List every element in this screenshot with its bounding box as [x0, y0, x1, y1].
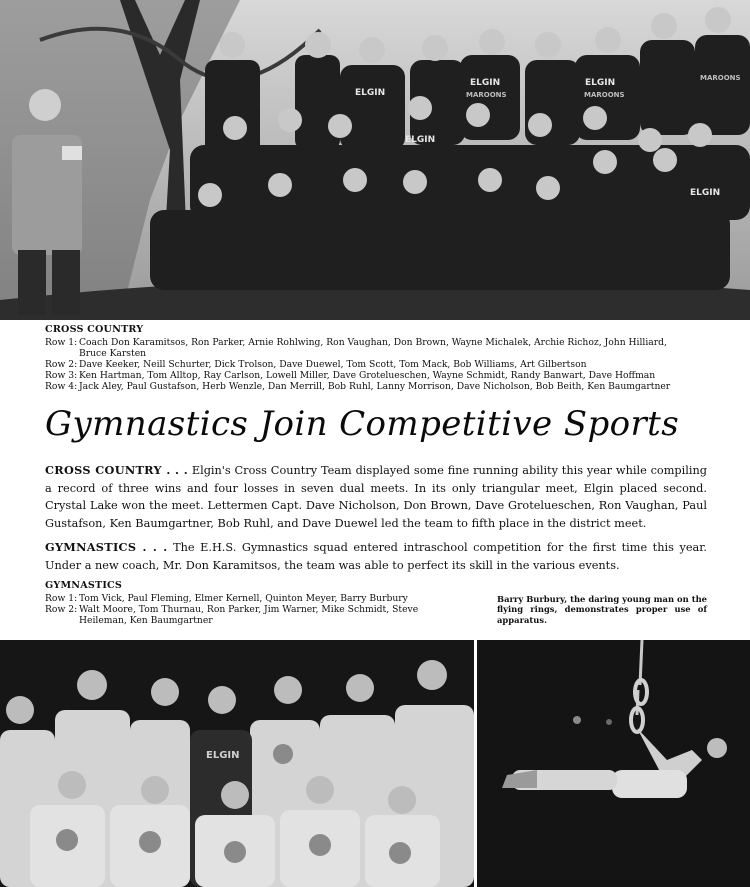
- jersey-text: ELGIN: [206, 750, 240, 761]
- sweater-subtext-2: MAROONS: [584, 91, 625, 99]
- roster-row: [45, 593, 465, 604]
- cross-country-roster: [45, 324, 685, 392]
- gymnastics-team-photo: [0, 640, 474, 887]
- roster-row: [45, 604, 465, 626]
- roster-row-label: Row 4:: [45, 381, 78, 392]
- cross-country-roster-heading: CROSS COUNTRY: [45, 324, 144, 335]
- cross-country-photo-art: [0, 0, 750, 320]
- roster-row-label: Row 1:: [45, 593, 78, 604]
- cross-country-paragraph: [45, 462, 707, 532]
- page-title: Gymnastics Join Competitive Sports: [45, 404, 680, 444]
- flying-rings-photo-art: [477, 640, 750, 887]
- gymnastics-paragraph: [45, 539, 707, 574]
- roster-row-names: Tom Vick, Paul Fleming, Elmer Kernell, Quinton Meyer, Barry Burbury: [79, 593, 408, 604]
- roster-row: [45, 370, 685, 381]
- roster-row-names: Coach Don Karamitsos, Ron Parker, Arnie Rohlwing, Ron Vaughan, Don Brown, Wayne Michalek, Archie Richoz, John Hilliard, Bruce Karsten: [79, 337, 667, 359]
- sweater-subtext-3: MAROONS: [700, 74, 741, 82]
- gymnastics-roster: [45, 580, 465, 626]
- sweater-subtext-1: MAROONS: [466, 91, 507, 99]
- sweater-text-2: ELGIN: [470, 78, 501, 88]
- roster-row-names: Ken Hartman, Tom Alltop, Ray Carlson, Lowell Miller, Dave Grotelueschen, Wayne Schmidt, Randy Banwart, Dave Hoffman: [79, 370, 656, 381]
- paragraph-lead: CROSS COUNTRY . . .: [45, 463, 188, 477]
- roster-row-names: Jack Aley, Paul Gustafson, Herb Wenzle, Dan Merrill, Bob Ruhl, Lanny Morrison, Dave Nicholson, Bob Beith, Ken Baumgartner: [79, 381, 671, 392]
- cross-country-team-photo: [0, 0, 750, 320]
- gymnastics-roster-heading: GYMNASTICS: [45, 580, 122, 591]
- roster-row-names: Dave Keeker, Neill Schurter, Dick Trolson, Dave Duewel, Tom Scott, Tom Mack, Bob Williams, Art Gilbertson: [79, 359, 587, 370]
- paragraph-text: The E.H.S. Gymnastics squad entered intraschool competition for the first time this year. Under a new coach, Mr. Don Karamitsos, the team was able to perfect its skill in the various events.: [45, 541, 707, 572]
- gymnastics-team-photo-art: [0, 640, 474, 887]
- paragraph-lead: GYMNASTICS . . .: [45, 540, 168, 554]
- sweater-text-1: ELGIN: [355, 88, 386, 98]
- roster-row-label: Row 1:: [45, 337, 78, 348]
- paragraph-text: Elgin's Cross Country Team displayed some fine running ability this year while compiling a record of three wins and four losses in seven dual meets. In its only triangular meet, Elgin placed second. Crystal Lake won the meet. Lettermen Capt. Dave Nicholson, Don Brown, Dave Grotelueschen, Ron Vaughan, Paul Gustafson, Ken Baumgartner, Bob Ruhl, and Dave Duewel led the team to fifth place in the district meet.: [45, 464, 708, 530]
- roster-row-label: Row 3:: [45, 370, 78, 381]
- photo-caption: Barry Burbury, the daring young man on the flying rings, demonstrates proper use of apparatus.: [497, 594, 707, 625]
- roster-row-label: Row 2:: [45, 359, 78, 370]
- roster-row-names: Walt Moore, Tom Thurnau, Ron Parker, Jim Warner, Mike Schmidt, Steve Heileman, Ken Baumgartner: [79, 604, 419, 626]
- roster-row: [45, 337, 685, 359]
- roster-row: [45, 359, 685, 370]
- sweater-text-3: ELGIN: [585, 78, 616, 88]
- sweater-text-4: ELGIN: [405, 135, 436, 145]
- flying-rings-photo: [477, 640, 750, 887]
- sweater-text-5: ELGIN: [690, 188, 721, 198]
- roster-row: [45, 381, 685, 392]
- roster-row-label: Row 2:: [45, 604, 78, 615]
